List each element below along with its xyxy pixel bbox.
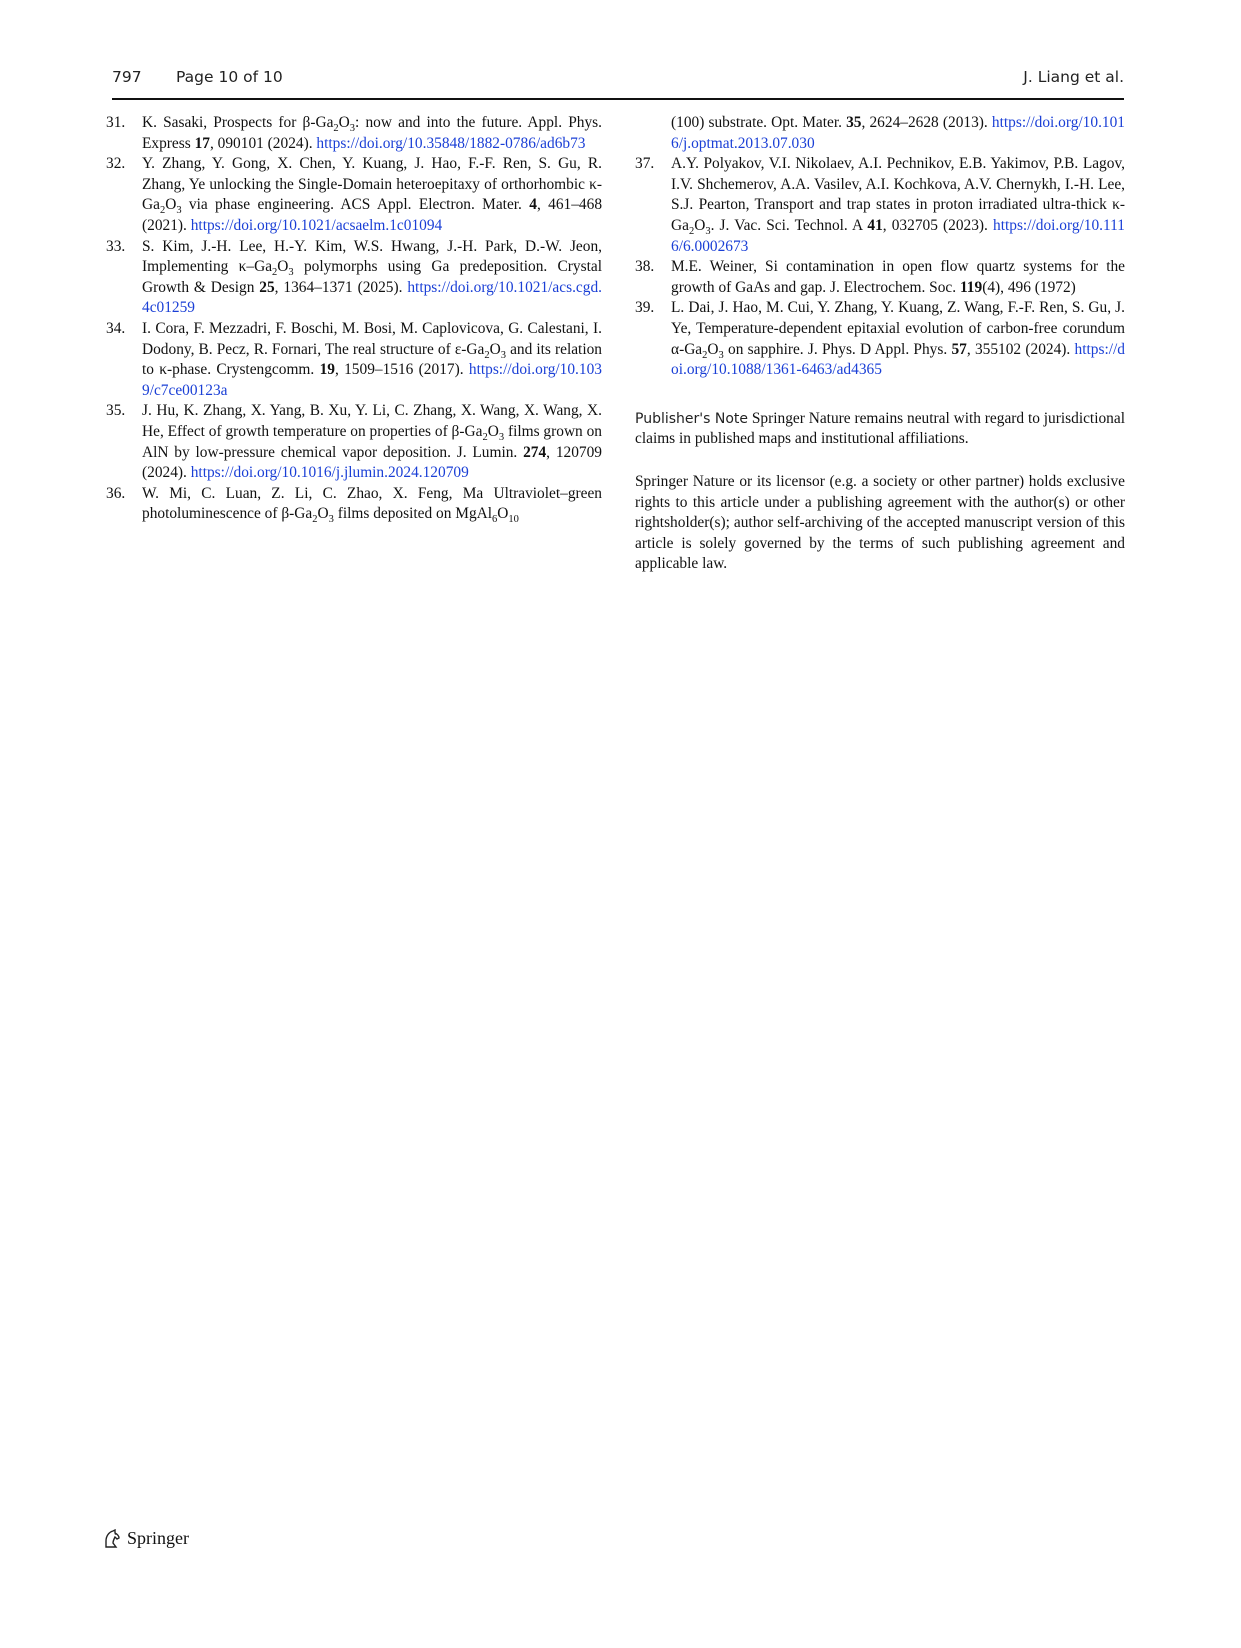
reference-text: W. Mi, C. Luan, Z. Li, C. Zhao, X. Feng, Ma Ultraviolet–green photoluminescence of $\beta-Ga_2O_3$ films deposited on $MgAl_6O_{10}$: [142, 484, 602, 526]
publishers-note: [635, 409, 1125, 450]
references-list-right: [635, 113, 1125, 381]
reference-text: A.Y. Polyakov, V.I. Nikolaev, A.I. Pechnikov, E.B. Yakimov, P.B. Lagov, I.V. Shchemerov, A.A. Vasilev, A.I. Kochkova, A.V. Chernykh, I.-H. Lee, S.J. Pearton, Transport and trap states in proton irradiated ultra-thick $\kappa-Ga_2O_3$. J. Vac. Sci. Technol. A 41, 032705 (2023). https://doi.org/10.1116/6.0002673: [671, 155, 1125, 255]
reference-number: 35.: [106, 402, 126, 420]
references-column-right: [635, 113, 1125, 590]
reference-number: 39.: [635, 299, 655, 317]
reference-entry: [635, 298, 1125, 380]
reference-text: I. Cora, F. Mezzadri, F. Boschi, M. Bosi, M. Caplovicova, G. Calestani, I. Dodony, B. Pecz, R. Fornari, The real structure of $\varepsilon-Ga_2O_3$ and its relation to κ-phase. Crystengcomm. 19, 1509–1516 (2017). https://doi.org/10.1039/c7ce00123a: [142, 319, 602, 399]
reference-entry: [635, 113, 1125, 154]
reference-text: K. Sasaki, Prospects for $\beta-Ga_2O_3$: now and into the future. Appl. Phys. Express 17, 090101 (2024). https://doi.org/10.35848/1882-0786/ad6b73: [142, 114, 602, 152]
reference-number: 31.: [106, 114, 126, 131]
page-number: 797: [112, 68, 142, 86]
page-of-total: Page 10 of 10: [176, 68, 283, 86]
reference-number: 37.: [635, 155, 655, 173]
references-column-left: [106, 113, 602, 525]
reference-number: 38.: [635, 258, 655, 276]
doi-link[interactable]: https://doi.org/10.1116/6.0002673: [671, 216, 1125, 255]
reference-number: 32.: [106, 155, 126, 173]
doi-link[interactable]: https://doi.org/10.1021/acs.cgd.4c01259: [142, 278, 602, 317]
reference-entry: [106, 484, 602, 525]
doi-link[interactable]: https://doi.org/10.35848/1882-0786/ad6b73: [316, 134, 586, 152]
publisher-footer: [103, 1528, 189, 1549]
reference-entry: [635, 154, 1125, 257]
running-authors: J. Liang et al.: [1023, 68, 1124, 86]
doi-link[interactable]: https://doi.org/10.1016/j.optmat.2013.07.030: [671, 114, 1126, 152]
doi-link[interactable]: https://doi.org/10.1039/c7ce00123a: [142, 361, 602, 399]
doi-link[interactable]: https://doi.org/10.1021/acsaelm.1c01094: [190, 216, 443, 234]
reference-entry: [106, 401, 602, 483]
reference-text: S. Kim, J.-H. Lee, H.-Y. Kim, W.S. Hwang, J.-H. Park, D.-W. Jeon, Implementing $\kappa-Ga_2O_3$ polymorphs using Ga predeposition. Crystal Growth & Design 25, 1364–1371 (2025). https://doi.org/10.1021/acs.cgd.4c01259: [142, 237, 602, 317]
reference-number: 33.: [106, 237, 126, 255]
springer-horse-icon: [103, 1529, 121, 1549]
reference-text: M.E. Weiner, Si contamination in open flow quartz systems for the growth of GaAs and gap. J. Electrochem. Soc. 119(4), 496 (1972): [671, 258, 1125, 296]
reference-entry: [106, 237, 602, 319]
running-header: [112, 64, 1124, 100]
reference-text: (100) substrate. Opt. Mater. 35, 2624–2628 (2013). https://doi.org/10.1016/j.optmat.2013.07.030: [671, 114, 1126, 152]
publishers-note-text: Springer Nature remains neutral with regard to jurisdictional claims in published maps and institutional affiliations.: [635, 409, 1125, 448]
reference-text: L. Dai, J. Hao, M. Cui, Y. Zhang, Y. Kuang, Z. Wang, F.-F. Ren, S. Gu, J. Ye, Temperature-dependent epitaxial evolution of carbon-free corundum $\alpha-Ga_2O_3$ on sapphire. J. Phys. D Appl. Phys. 57, 355102 (2024). https://doi.org/10.1088/1361-6463/ad4365: [671, 299, 1125, 379]
publishers-note-lead: Publisher's Note: [635, 410, 749, 427]
reference-number: 34.: [106, 319, 126, 337]
publisher-name: Springer: [127, 1528, 189, 1548]
reference-entry: [106, 319, 602, 401]
copyright-statement: Springer Nature or its licensor (e.g. a society or other partner) holds exclusive rights to this article under a publishing agreement with the author(s) or other rightsholder(s); author self-archiving of the accepted manuscript version of this article is solely governed by the terms of such publishing agreement and applicable law.: [635, 472, 1125, 573]
reference-entry: [635, 257, 1125, 298]
reference-entry: [106, 154, 602, 236]
reference-entry: [106, 113, 602, 154]
reference-number: 36.: [106, 484, 126, 502]
reference-text: Y. Zhang, Y. Gong, X. Chen, Y. Kuang, J. Hao, F.-F. Ren, S. Gu, R. Zhang, Ye unlocking the Single-Domain heteroepitaxy of orthorhombic $\kappa-Ga_2O_3$ via phase engineering. ACS Appl. Electron. Mater. 4, 461–468 (2021). https://doi.org/10.1021/acsaelm.1c01094: [142, 155, 603, 234]
reference-text: J. Hu, K. Zhang, X. Yang, B. Xu, Y. Li, C. Zhang, X. Wang, X. Wang, X. He, Effect of growth temperature on properties of $\beta-Ga_2O_3$ films grown on AlN by low-pressure chemical vapor deposition. J. Lumin. 274, 120709 (2024). https://doi.org/10.1016/j.jlumin.2024.120709: [142, 402, 602, 482]
doi-link[interactable]: https://doi.org/10.1088/1361-6463/ad4365: [671, 340, 1125, 379]
doi-link[interactable]: https://doi.org/10.1016/j.jlumin.2024.120709: [190, 464, 469, 482]
